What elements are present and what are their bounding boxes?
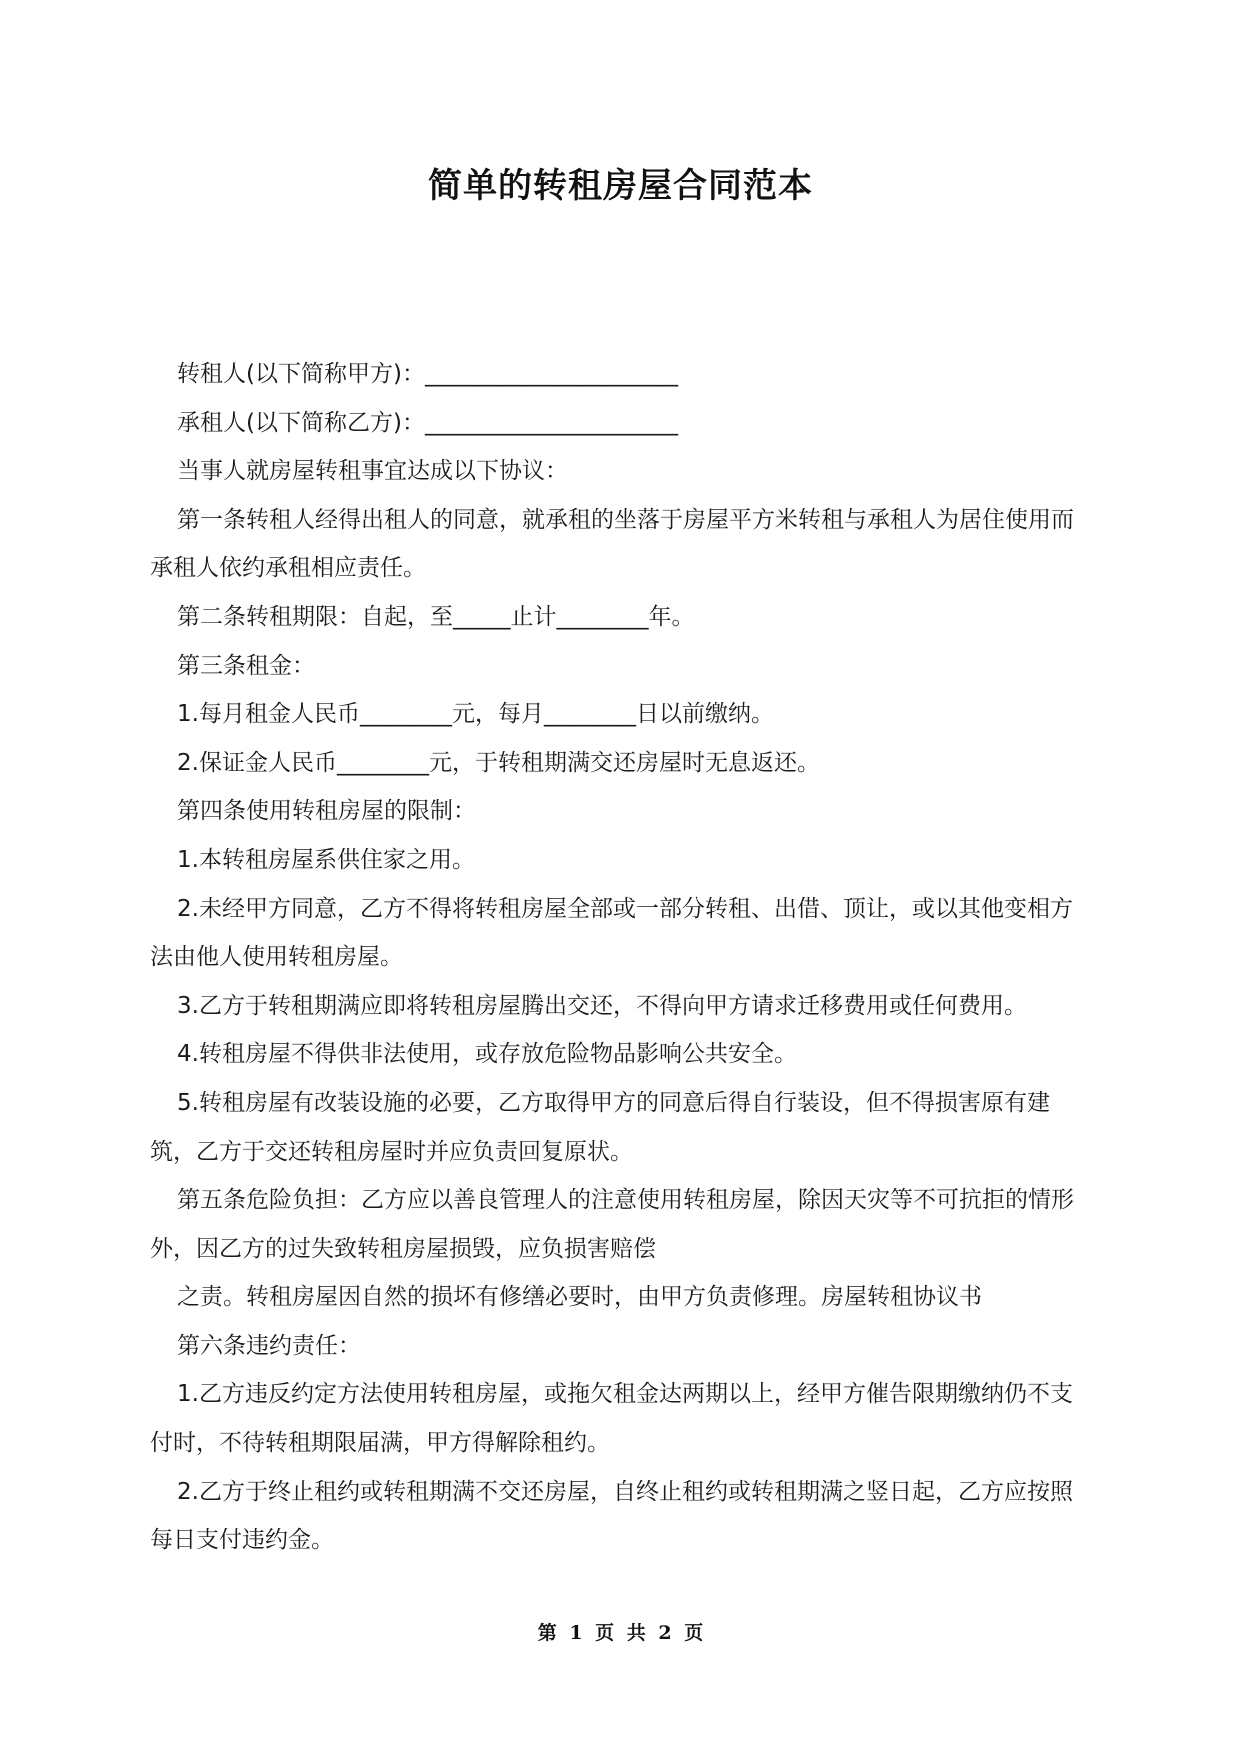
article-4-item-4: 4.转租房屋不得供非法使用，或存放危险物品影响公共安全。 [177,1041,797,1068]
article-3-item-2: 2.保证金人民币________元，于转租期满交还房屋时无息返还。 [177,749,820,776]
article-3-heading: 第三条租金： [177,652,315,679]
article-3-item-1: 1.每月租金人民币________元，每月________日以前缴纳。 [177,701,774,728]
article-4-heading: 第四条使用转租房屋的限制： [177,798,476,825]
page-number-footer: 第 1 页 共 2 页 [537,1622,704,1644]
sublessee-line: 承租人(以下简称乙方)：______________________ [177,409,678,436]
article-4-item-2: 2.未经甲方同意，乙方不得将转租房屋全部或一部分转租、出借、顶让，或以其他变相方法由他人使用转租房屋。 [150,895,1073,971]
article-4-item-1: 1.本转租房屋系供住家之用。 [177,846,475,873]
article-4-item-5: 5.转租房屋有改装设施的必要，乙方取得甲方的同意后得自行装设，但不得损害原有建筑，乙方于交还转租房屋时并应负责回复原状。 [150,1089,1050,1165]
document-body [150,350,1095,1565]
article-4-item-3: 3.乙方于转租期满应即将转租房屋腾出交还，不得向甲方请求迁移费用或任何费用。 [177,992,1027,1019]
article-6-heading: 第六条违约责任： [177,1332,361,1359]
article-5-continued: 之责。转租房屋因自然的损坏有修缮必要时，由甲方负责修理。房屋转租协议书 [177,1284,982,1311]
article-5: 第五条危险负担：乙方应以善良管理人的注意使用转租房屋，除因天灾等不可抗拒的情形外，因乙方的过失致转租房屋损毁，应负损害赔偿 [150,1187,1074,1262]
agreement-intro: 当事人就房屋转租事宜达成以下协议： [177,458,568,485]
article-1: 第一条转租人经得出租人的同意，就承租的坐落于房屋平方米转租与承租人为居住使用而承租人依约承租相应责任。 [150,506,1074,582]
article-6-item-1: 1.乙方违反约定方法使用转租房屋，或拖欠租金达两期以上，经甲方催告限期缴纳仍不支付时，不待转租期限届满，甲方得解除租约。 [150,1381,1073,1457]
article-6-item-2: 2.乙方于终止租约或转租期满不交还房屋，自终止租约或转租期满之竖日起，乙方应按照每日支付违约金。 [150,1478,1073,1554]
document-title: 简单的转租房屋合同范本 [428,166,813,206]
article-2: 第二条转租期限：自起，至_____止计________年。 [177,603,695,630]
sublessor-line: 转租人(以下简称甲方)：______________________ [177,361,678,387]
